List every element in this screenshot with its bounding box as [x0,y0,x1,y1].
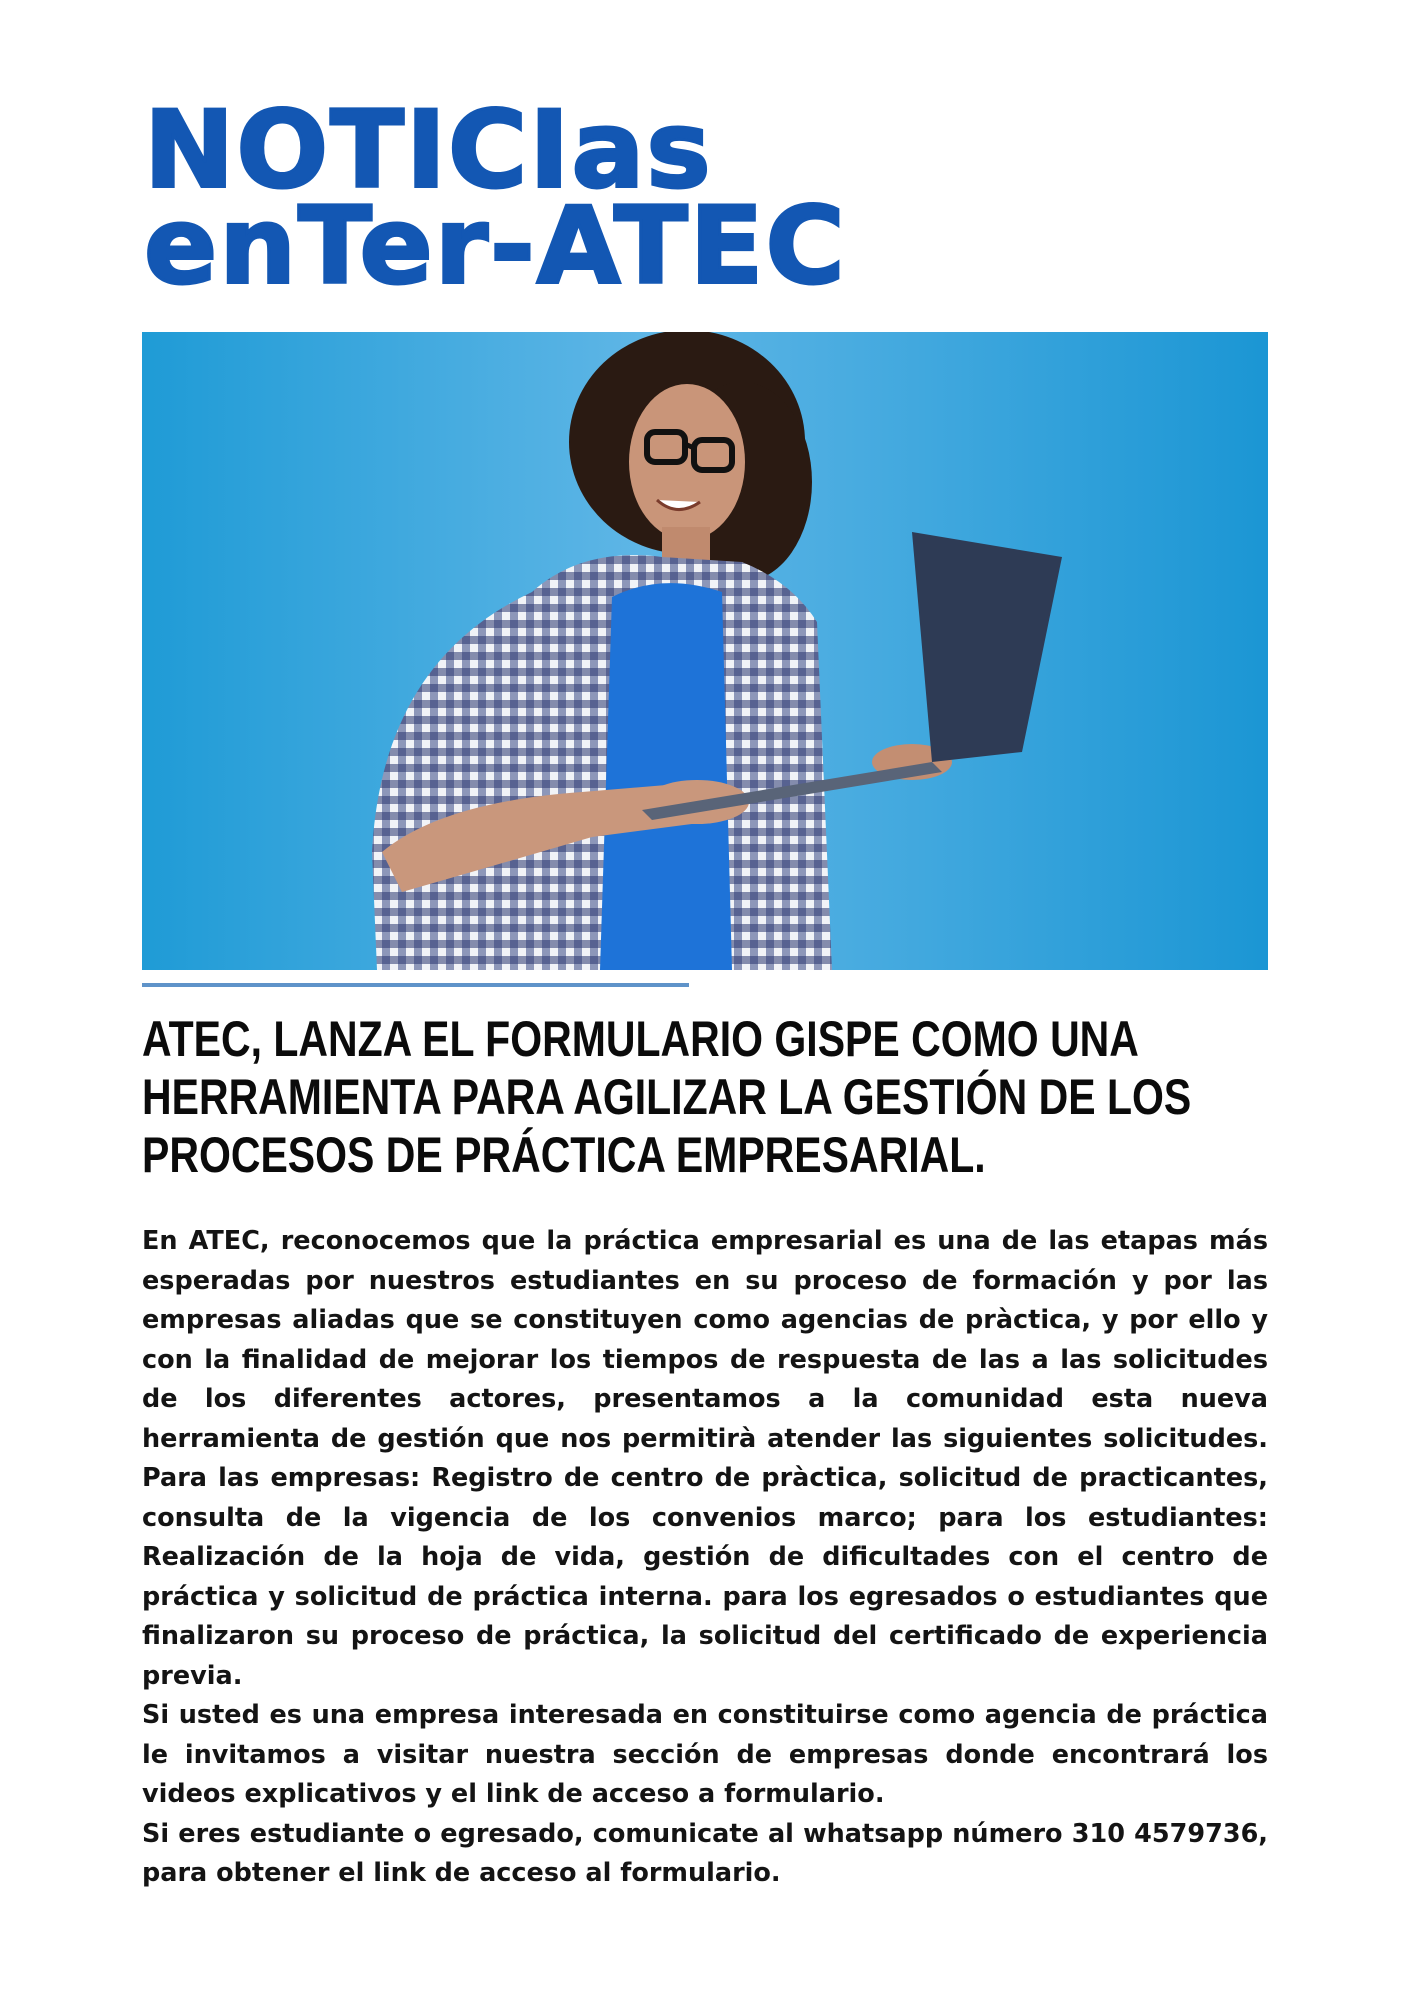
headline-line: ATEC, LANZA EL FORMULARIO GISPE COMO UNA [142,1011,1139,1067]
article-paragraph: Si usted es una empresa interesada en constituirse como agencia de práctica le invitamos a visitar nuestra sección de empresas donde encontrará los videos explicativos y el link de acceso a formulario. [142,1700,1268,1809]
masthead-line-2: enTer-ATEC [144,185,847,308]
hero-photo [142,332,1268,970]
article-paragraph: En ATEC, reconocemos que la práctica empresarial es una de las etapas más esperadas por nuestros estudiantes en su proceso de formación y por las empresas aliadas que se constituyen como agencias de pràctica, y por ello y con la finalidad de mejorar los tiempos de respuesta de las a las solicitudes de los diferentes actores, presentamos a la comunidad esta nueva herramienta de gestión que nos permitirà atender las siguientes solicitudes. Para las empresas: Registro de centro de pràctica, solicitud de practicantes, consulta de la vigencia de los convenios marco; para los estudiantes: Realización de la hoja de vida, gestión de dificultades con el centro de práctica y solicitud de práctica interna. para los egresados o estudiantes que finalizaron su proceso de práctica, la solicitud del certificado de experiencia previa. [142,1226,1268,1691]
article-headline [142,1010,1274,1184]
headline-line: HERRAMIENTA PARA AGILIZAR LA GESTIÓN DE LOS [142,1069,1192,1125]
student-with-laptop-illustration [142,332,1268,970]
masthead-title [144,89,1144,308]
article-body [142,1222,1268,1894]
headline-line: PROCESOS DE PRÁCTICA EMPRESARIAL. [142,1127,986,1183]
section-divider [142,983,689,987]
article-paragraph: Si eres estudiante o egresado, comunicate al whatsapp número 310 4579736, para obtener el link de acceso al formulario. [142,1818,1268,1888]
masthead-line-1: NOTICIas [144,89,713,212]
